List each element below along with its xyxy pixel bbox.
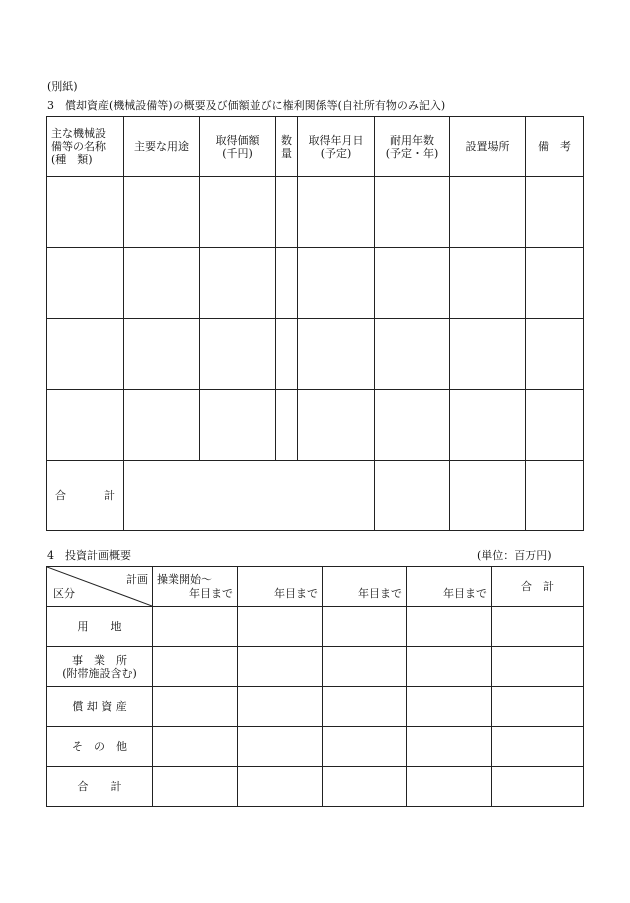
row-label-land: 用 地 <box>47 607 153 647</box>
asset-row <box>47 248 584 319</box>
cell-value[interactable] <box>153 647 238 687</box>
cell-value[interactable] <box>492 727 584 767</box>
header-remarks: 備 考 <box>526 117 584 177</box>
cell-value[interactable] <box>492 647 584 687</box>
cell-acquisition-cost[interactable] <box>200 390 276 461</box>
cell-value[interactable] <box>407 727 492 767</box>
unit-note: (単位：百万円) <box>477 549 552 562</box>
header-period-3: 年目まで <box>323 567 407 607</box>
cell-acquisition-cost[interactable] <box>200 177 276 248</box>
header-location: 設置場所 <box>450 117 526 177</box>
cell-location[interactable] <box>450 177 526 248</box>
cell-acquisition-date[interactable] <box>298 319 375 390</box>
cell-value[interactable] <box>323 607 407 647</box>
corner-plan-label: 計画 <box>126 573 148 586</box>
cell-remarks[interactable] <box>526 177 584 248</box>
cell-value[interactable] <box>238 727 323 767</box>
cell-quantity[interactable] <box>276 248 298 319</box>
cell-acquisition-date[interactable] <box>298 390 375 461</box>
cell-value[interactable] <box>238 687 323 727</box>
header-acquisition-date: 取得年月日 (予定) <box>298 117 375 177</box>
cell-remarks[interactable] <box>526 390 584 461</box>
cell-useful-life[interactable] <box>375 390 450 461</box>
attachment-label: (別紙) <box>47 80 78 93</box>
header-period-2: 年目まで <box>238 567 323 607</box>
investment-header-row <box>47 567 584 607</box>
header-period-4: 年目まで <box>407 567 492 607</box>
cell-acquisition-date[interactable] <box>298 177 375 248</box>
cell-purpose[interactable] <box>124 319 200 390</box>
cell-useful-life[interactable] <box>375 319 450 390</box>
asset-table <box>46 116 584 531</box>
cell-value[interactable] <box>153 687 238 727</box>
investment-row-land <box>47 607 584 647</box>
cell-value[interactable] <box>323 767 407 807</box>
cell-value[interactable] <box>492 687 584 727</box>
cell-purpose[interactable] <box>124 390 200 461</box>
section4-title: 4 投資計画概要 <box>47 549 131 562</box>
corner-header-cell <box>47 567 153 607</box>
section3-title: 3 償却資産(機械設備等)の概要及び価額並びに権利関係等(自社所有物のみ記入) <box>47 99 446 112</box>
cell-value[interactable] <box>492 767 584 807</box>
header-total: 合 計 <box>492 567 584 607</box>
cell-useful-life[interactable] <box>375 177 450 248</box>
cell-equipment-name[interactable] <box>47 319 124 390</box>
cell-value[interactable] <box>323 647 407 687</box>
asset-header-row <box>47 117 584 177</box>
header-period-1: 操業開始～ 年目まで <box>153 567 238 607</box>
investment-row-other <box>47 727 584 767</box>
cell-purpose[interactable] <box>124 248 200 319</box>
cell-quantity[interactable] <box>276 319 298 390</box>
total-label: 合 計 <box>47 461 124 531</box>
cell-location[interactable] <box>450 390 526 461</box>
cell-quantity[interactable] <box>276 390 298 461</box>
header-acquisition-cost: 取得価額 (千円) <box>200 117 276 177</box>
total-remarks[interactable] <box>526 461 584 531</box>
investment-table <box>46 566 584 807</box>
header-useful-life: 耐用年数 (予定・年) <box>375 117 450 177</box>
cell-value[interactable] <box>492 607 584 647</box>
investment-row-total <box>47 767 584 807</box>
cell-value[interactable] <box>323 687 407 727</box>
row-label-depreciable: 償 却 資 産 <box>47 687 153 727</box>
cell-equipment-name[interactable] <box>47 177 124 248</box>
investment-row-depreciable <box>47 687 584 727</box>
asset-row <box>47 319 584 390</box>
row-label-office: 事 業 所 (附帯施設含む) <box>47 647 153 687</box>
cell-value[interactable] <box>238 607 323 647</box>
header-purpose: 主要な用途 <box>124 117 200 177</box>
header-quantity: 数 量 <box>276 117 298 177</box>
cell-location[interactable] <box>450 248 526 319</box>
cell-value[interactable] <box>153 607 238 647</box>
cell-remarks[interactable] <box>526 319 584 390</box>
cell-value[interactable] <box>407 607 492 647</box>
cell-value[interactable] <box>407 647 492 687</box>
cell-value[interactable] <box>323 727 407 767</box>
cell-acquisition-cost[interactable] <box>200 319 276 390</box>
cell-equipment-name[interactable] <box>47 248 124 319</box>
asset-total-row <box>47 461 584 531</box>
cell-value[interactable] <box>153 767 238 807</box>
cell-value[interactable] <box>407 767 492 807</box>
cell-remarks[interactable] <box>526 248 584 319</box>
cell-value[interactable] <box>238 647 323 687</box>
cell-value[interactable] <box>407 687 492 727</box>
cell-useful-life[interactable] <box>375 248 450 319</box>
asset-row <box>47 390 584 461</box>
investment-row-office <box>47 647 584 687</box>
total-useful-life[interactable] <box>375 461 450 531</box>
row-label-total: 合 計 <box>47 767 153 807</box>
cell-location[interactable] <box>450 319 526 390</box>
cell-equipment-name[interactable] <box>47 390 124 461</box>
cell-value[interactable] <box>153 727 238 767</box>
cell-quantity[interactable] <box>276 177 298 248</box>
total-merged-cell[interactable] <box>124 461 375 531</box>
header-equipment-name: 主な機械設 備等の名称 (種 類) <box>47 117 124 177</box>
cell-purpose[interactable] <box>124 177 200 248</box>
cell-value[interactable] <box>238 767 323 807</box>
row-label-other: そ の 他 <box>47 727 153 767</box>
cell-acquisition-date[interactable] <box>298 248 375 319</box>
asset-row <box>47 177 584 248</box>
cell-acquisition-cost[interactable] <box>200 248 276 319</box>
corner-category-label: 区分 <box>53 587 75 600</box>
total-location[interactable] <box>450 461 526 531</box>
